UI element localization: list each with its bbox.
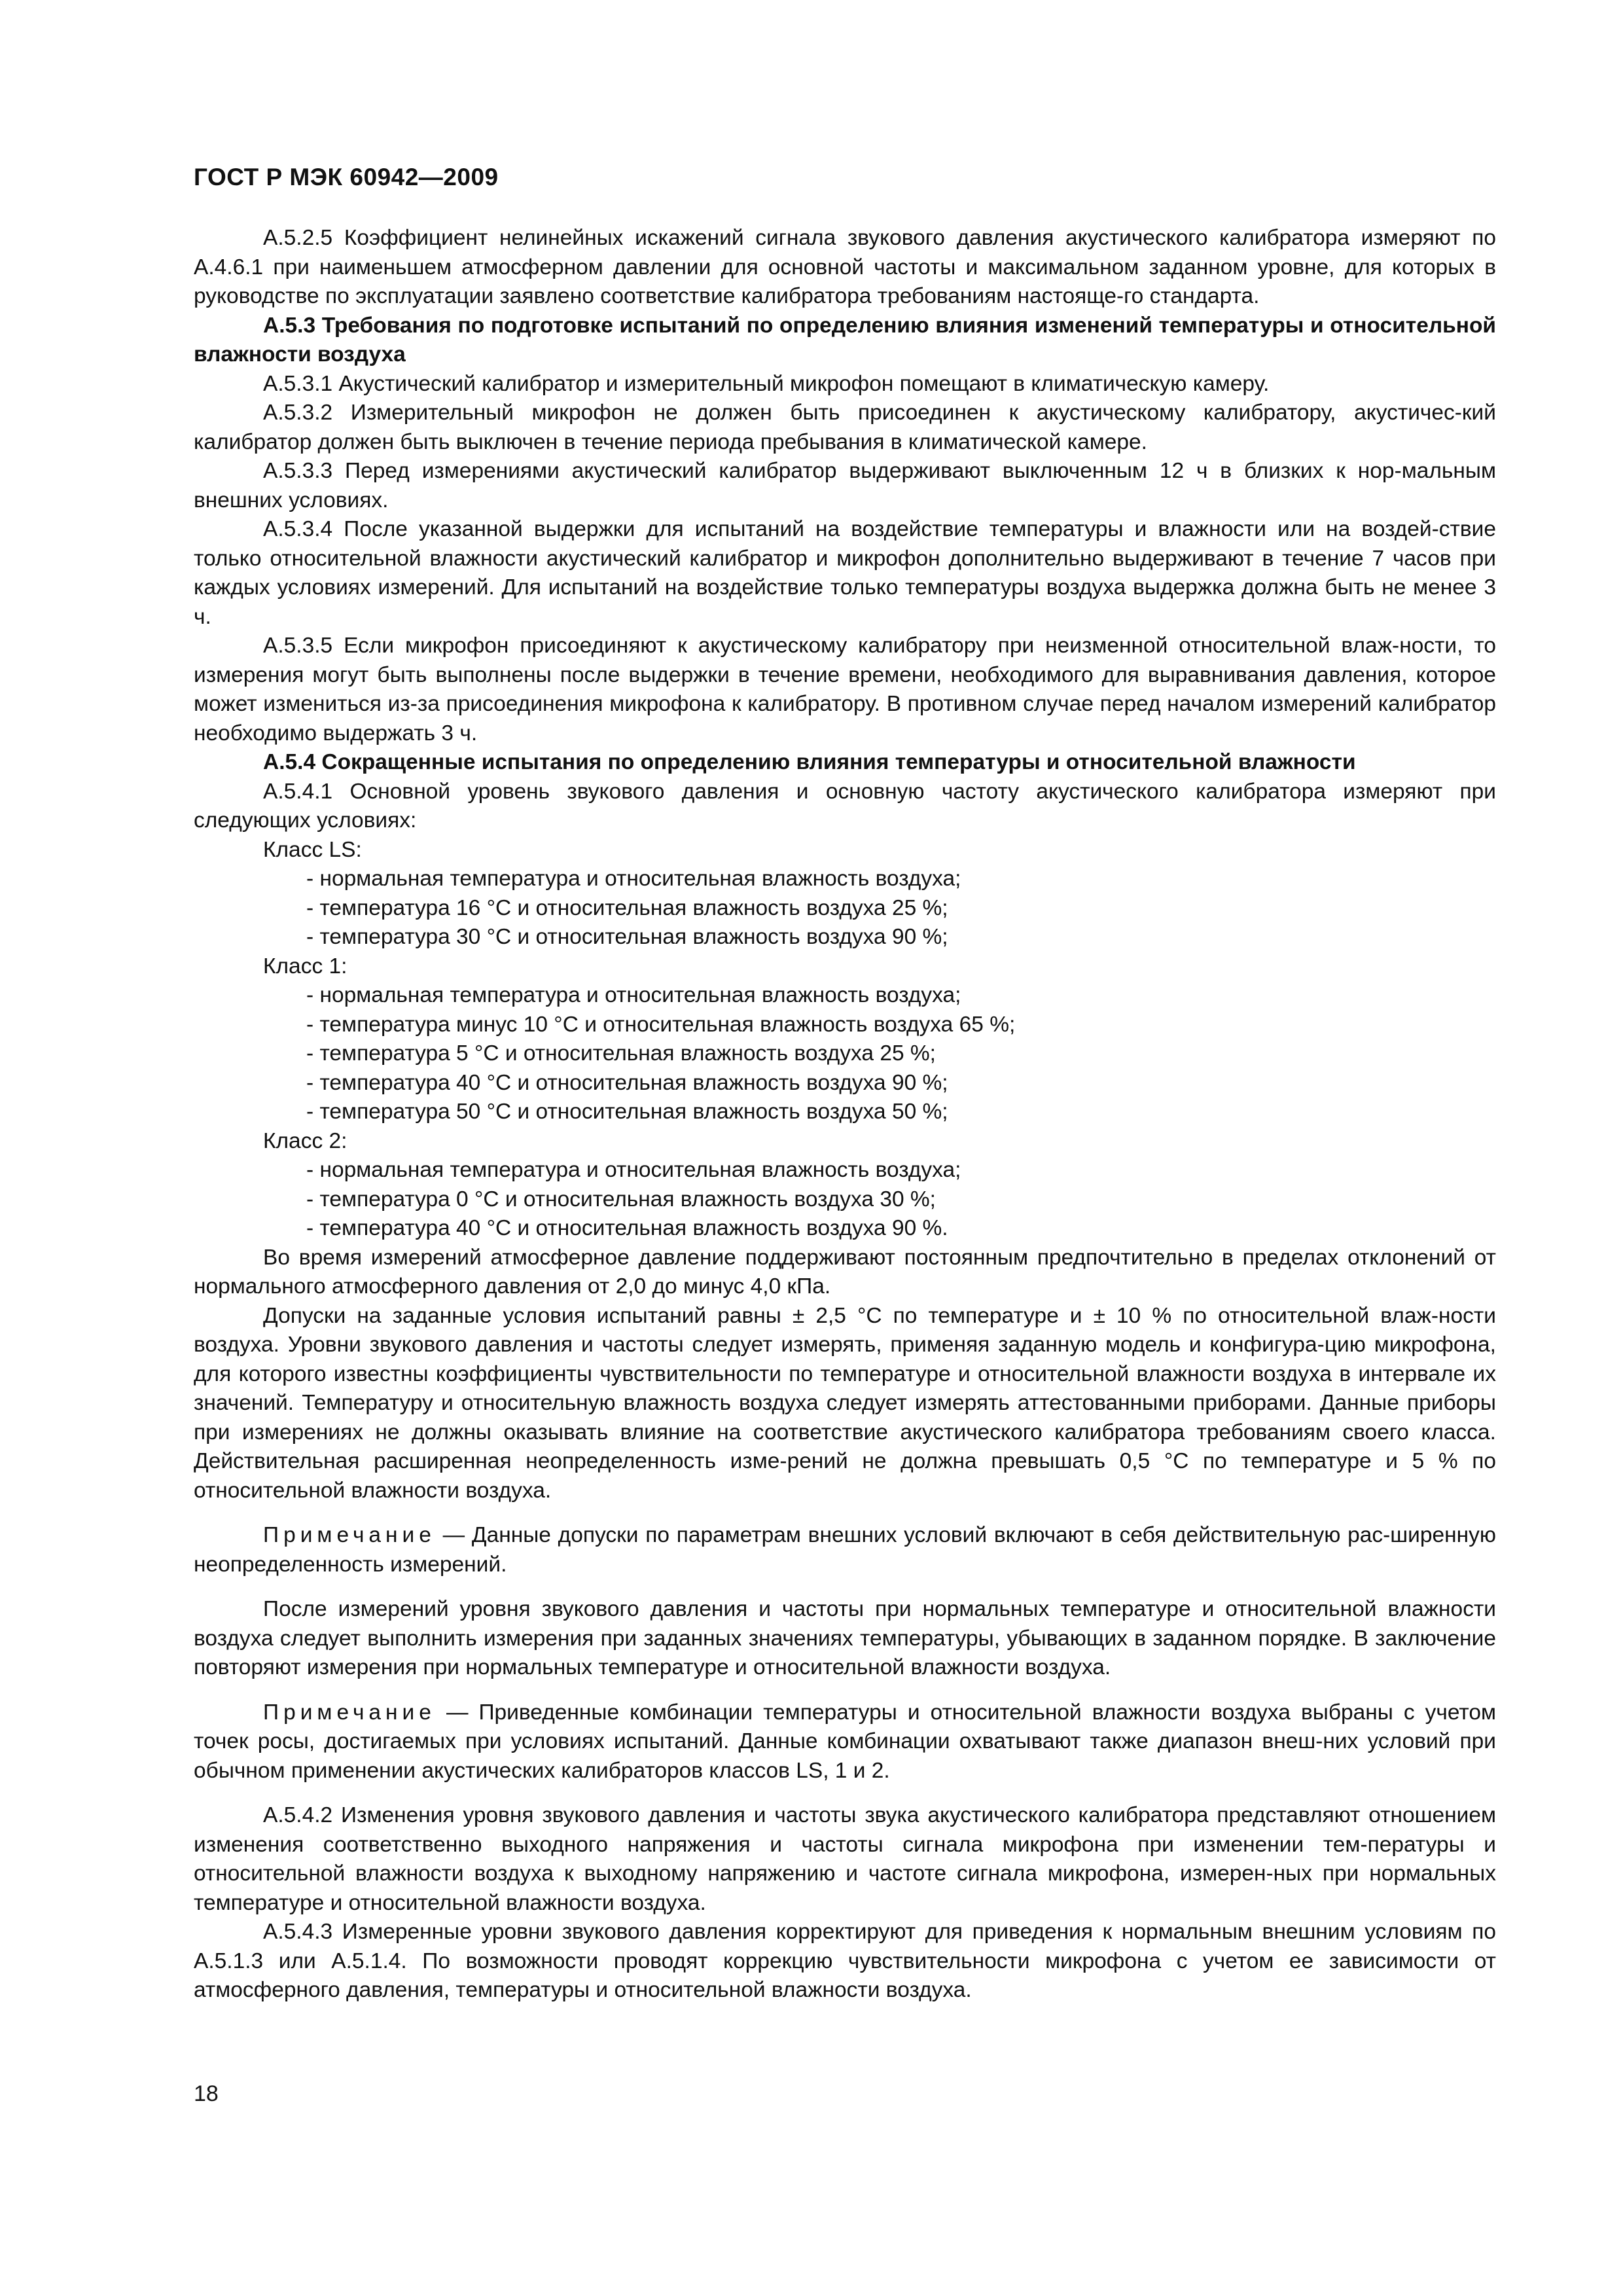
heading-a-5-4: А.5.4 Сокращенные испытания по определению влияния температуры и относительной влажности	[263, 750, 1356, 774]
paragraph-a-5-4-2: А.5.4.2 Изменения уровня звукового давления и частоты звука акустического калибратора представляют отношением изменения соответственно выходного напряжения и частоты сигнала микрофона при изменении тем-пературы и относительной влажности воздуха к выходному напряжению и частоте сигнала микрофона, измерен-ных при нормальных температуре и относительной влажности воздуха.	[194, 1803, 1496, 1915]
list-item: - температура 0 °C и относительная влажность воздуха 30 %;	[306, 1187, 936, 1211]
list-item: - температура 30 °C и относительная влажность воздуха 90 %;	[306, 925, 948, 949]
heading-a-5-3: А.5.3 Требования по подготовке испытаний по определению влияния изменений температуры и относительной влажности воздуха	[194, 313, 1496, 367]
list-item: - температура 50 °C и относительная влажность воздуха 50 %;	[306, 1100, 948, 1124]
list-item: - температура 16 °C и относительная влажность воздуха 25 %;	[306, 895, 948, 920]
paragraph-a-5-3-4: А.5.3.4 После указанной выдержки для испытаний на воздействие температуры и влажности или на воздей-ствие только относительной влажности акустический калибратор и микрофон дополнительно выдерживают в течение 7 часов при каждых условиях измерений. Для испытаний на воздействие только температуры воздуха выдержка должна быть не менее 3 ч.	[194, 517, 1496, 629]
note-label: Примечание	[263, 1700, 436, 1725]
note-1	[194, 1521, 1496, 1579]
list-item: - температура 5 °C и относительная влажность воздуха 25 %;	[306, 1041, 936, 1066]
paragraph-measurement-order: После измерений уровня звукового давления и частоты при нормальных температуре и относительной влажности воздуха следует выполнить измерения при заданных значениях температуры, убывающих в заданном порядке. В заключение повторяют измерения при нормальных температуре и относительной влажности воздуха.	[194, 1597, 1496, 1679]
class-ls-label: Класс LS:	[263, 837, 362, 862]
note-label: Примечание	[263, 1523, 436, 1547]
list-item: - температура 40 °C и относительная влажность воздуха 90 %;	[306, 1070, 948, 1095]
list-item: - нормальная температура и относительная влажность воздуха;	[306, 983, 961, 1007]
paragraph-a-5-3-3: А.5.3.3 Перед измерениями акустический калибратор выдерживают выключенным 12 ч в близких к нор-мальным внешних условиях.	[194, 459, 1496, 512]
page-number: 18	[194, 2081, 219, 2106]
note-text: — Данные допуски по параметрам внешних условий включают в себя действительную рас-ширенную неопределенность измерений.	[194, 1523, 1497, 1577]
document-header: ГОСТ Р МЭК 60942—2009	[194, 164, 499, 190]
class-1-label: Класс 1:	[263, 954, 348, 978]
paragraph-a-5-2-5: А.5.2.5 Коэффициент нелинейных искажений сигнала звукового давления акустического калибратора измеряют по А.4.6.1 при наименьшем атмосферном давлении для основной частоты и максимальном заданном уровне, для которых в руководстве по эксплуатации заявлено соответствие калибратора требованиям настояще-го стандарта.	[194, 226, 1496, 308]
paragraph-a-5-3-1: А.5.3.1 Акустический калибратор и измерительный микрофон помещают в климатическую камеру.	[263, 371, 1270, 396]
paragraph-a-5-3-2: А.5.3.2 Измерительный микрофон не должен быть присоединен к акустическому калибратору, акустичес-кий калибратор должен быть выключен в течение периода пребывания в климатической камере.	[194, 401, 1496, 454]
paragraph-pressure: Во время измерений атмосферное давление поддерживают постоянным предпочтительно в пределах отклонений от нормального атмосферного давления от 2,0 до минус 4,0 кПа.	[194, 1245, 1496, 1299]
class-2-label: Класс 2:	[263, 1128, 348, 1153]
list-item: - нормальная температура и относительная влажность воздуха;	[306, 867, 961, 891]
list-item: - температура 40 °C и относительная влажность воздуха 90 %.	[306, 1216, 948, 1240]
list-item: - нормальная температура и относительная влажность воздуха;	[306, 1158, 961, 1182]
note-text: — Приведенные комбинации температуры и относительной влажности воздуха выбраны с учетом точек росы, достигаемых при условиях испытаний. Данные комбинации охватывают также диапазон внеш-них условий при обычном применении акустических калибраторов классов LS, 1 и 2.	[194, 1700, 1496, 1783]
paragraph-a-5-3-5: А.5.3.5 Если микрофон присоединяют к акустическому калибратору при неизменной относительной влаж-ности, то измерения могут быть выполнены после выдержки в течение времени, необходимого для выравнивания давления, которое может измениться из-за присоединения микрофона к калибратору. В противном случае перед началом измерений калибратор необходимо выдержать 3 ч.	[194, 634, 1496, 745]
paragraph-a-5-4-1: А.5.4.1 Основной уровень звукового давления и основную частоту акустического калибратора измеряют при следующих условиях:	[194, 779, 1496, 833]
paragraph-a-5-4-3: А.5.4.3 Измеренные уровни звукового давления корректируют для приведения к нормальным внешним условиям по А.5.1.3 или А.5.1.4. По возможности проводят коррекцию чувствительности микрофона с учетом ее зависимости от атмосферного давления, температуры и относительной влажности воздуха.	[194, 1920, 1496, 2002]
note-2	[194, 1698, 1496, 1786]
document-body	[194, 224, 1496, 2005]
paragraph-tolerances: Допуски на заданные условия испытаний равны ± 2,5 °C по температуре и ± 10 % по относительной влаж-ности воздуха. Уровни звукового давления и частоты следует измерять, применяя заданную модель и конфигура-цию микрофона, для которого известны коэффициенты чувствительности по температуре и относительной влажности воздуха в интервале их значений. Температуру и относительную влажность воздуха следует измерять аттестованными приборами. Данные приборы при измерениях не должны оказывать влияние на соответствие акустического калибратора требованиям своего класса. Действительная расширенная неопределенность изме-рений не должна превышать 0,5 °C по температуре и 5 % по относительной влажности воздуха.	[194, 1303, 1496, 1503]
list-item: - температура минус 10 °C и относительная влажность воздуха 65 %;	[306, 1012, 1016, 1037]
